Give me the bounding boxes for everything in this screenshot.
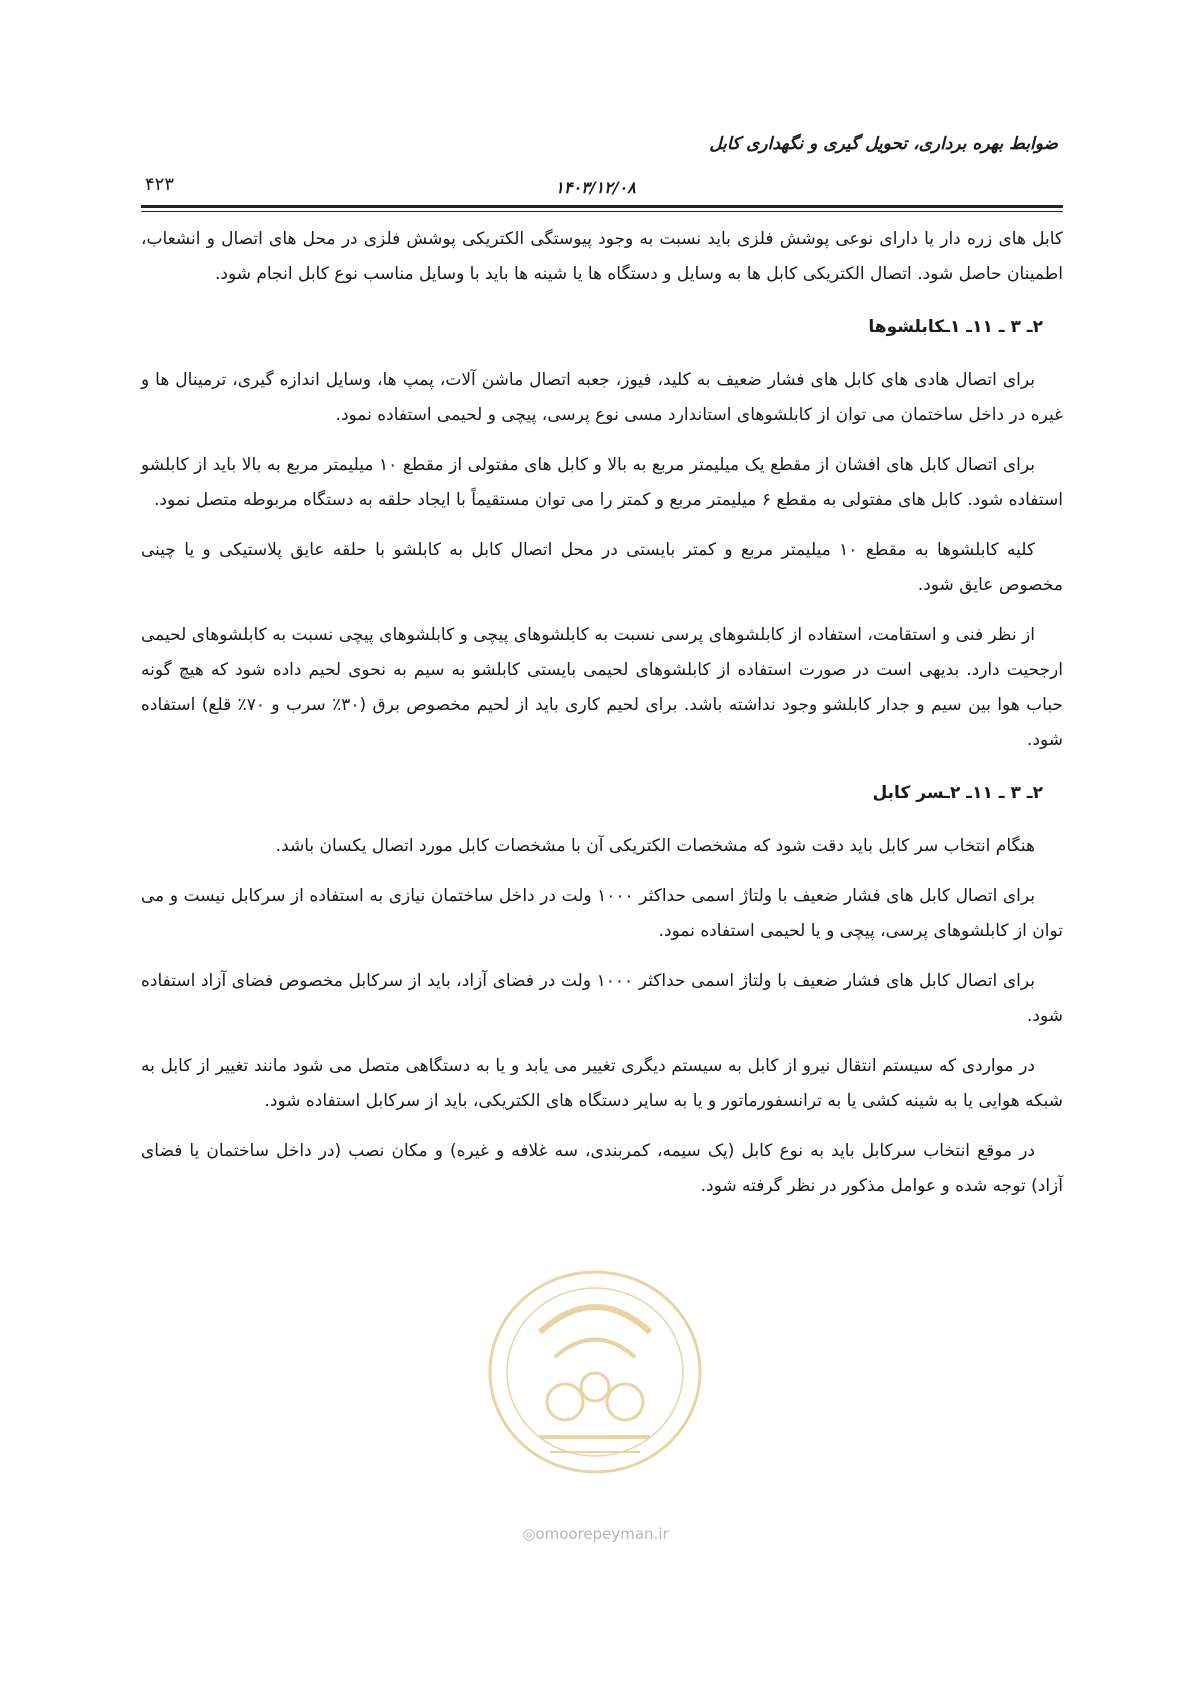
body-paragraph: برای اتصال کابل های افشان از مقطع یک میلیمتر مربع به بالا و کابل های مفتولی از مقطع ۱۰ میلیمتر مربع به بالا باید از کابلشو استفاده شود. کابل های مفتولی به مقطع ۶ میلیمتر مربع و کمتر را می توان مستقیماً با ایجاد حلقه به دستگاه مربوطه متصل نمود.: [141, 455, 1063, 510]
body-paragraph: برای اتصال کابل های فشار ضعیف با ولتاژ اسمی حداکثر ۱۰۰۰ ولت در داخل ساختمان نیازی به استفاده از سرکابل نیست و می توان از کابلشوهای پرسی، پیچی و یا لحیمی استفاده نمود.: [141, 886, 1063, 941]
watermark-circle-icon: ◎: [522, 1525, 536, 1543]
watermark-url: ◎omoorepeyman.ir: [522, 1525, 669, 1543]
header-date: ۱۴۰۳/۱۲/۰۸: [555, 178, 636, 197]
body-paragraph: هنگام انتخاب سر کابل باید دقت شود که مشخصات الکتریکی آن با مشخصات کابل مورد اتصال یکسان باشد.: [275, 836, 1035, 856]
body-paragraph: در مواردی که سیستم انتقال نیرو از کابل به سیستم دیگری تغییر می یابد و یا به دستگاهی متصل می شود مانند تغییر از کابل به شبکه هوایی یا به شینه کشی یا به ترانسفورماتور و یا به سایر دستگاه های الکتریکی، باید از سرکابل استفاده شود.: [141, 1056, 1063, 1111]
header-rule-thin: [141, 211, 1063, 212]
section-heading-cable-lugs: ۲ـ ۳ ـ ۱۱ـ ۱ـکابلشوها: [868, 317, 1043, 337]
body-paragraph: در موقع انتخاب سرکابل باید به نوع کابل (یک سیمه، کمربندی، سه غلافه و غیره) و مکان نصب (در داخل ساختمان یا فضای آزاد) توجه شده و عوامل مذکور در نظر گرفته شود.: [141, 1141, 1063, 1196]
document-body: [141, 222, 1063, 1204]
body-paragraph: برای اتصال هادی های کابل های فشار ضعیف به کلید، فیوز، جعبه اتصال ماشن آلات، پمپ ها، وسایل اندازه گیری، ترمینال ها و غیره در داخل ساختمان می توان از کابلشوهای استاندارد مسی نوع پرسی، پیچی و لحیمی استفاده نمود.: [141, 370, 1063, 425]
page-number: ۴۲۳: [145, 174, 175, 195]
body-paragraph: کلیه کابلشوها به مقطع ۱۰ میلیمتر مربع و کمتر بایستی در محل اتصال کابل به کابلشو با حلقه عایق پلاستیکی و یا چینی مخصوص عایق شود.: [141, 540, 1063, 595]
body-paragraph: برای اتصال کابل های فشار ضعیف با ولتاژ اسمی حداکثر ۱۰۰۰ ولت در فضای آزاد، باید از سرکابل مخصوص فضای آزاد استفاده شود.: [141, 971, 1063, 1026]
watermark-logo-icon: [470, 1262, 720, 1482]
header-rule-thick: [141, 205, 1063, 208]
running-title: ضوابط بهره برداری، تحویل گیری و نگهداری کابل: [709, 134, 1058, 154]
intro-paragraph: کابل های زره دار یا دارای نوعی پوشش فلزی باید نسبت به وجود پیوستگی الکتریکی پوشش فلزی در محل های اتصال و انشعاب، اطمینان حاصل شود. اتصال الکتریکی کابل ها به وسایل و دستگاه ها یا شینه ها باید با وسایل مناسب نوع کابل انجام شود.: [141, 229, 1063, 284]
section-heading-cable-heads: ۲ـ ۳ ـ ۱۱ـ ۲ـسر کابل: [872, 783, 1043, 803]
body-paragraph: از نظر فنی و استقامت، استفاده از کابلشوهای پرسی نسبت به کابلشوهای پیچی و کابلشوهای پیچی نسبت به کابلشوهای لحیمی ارجحیت دارد. بدیهی است در صورت استفاده از کابلشوهای لحیمی بایستی کابلشو به سیم به نحوی لحیم داده شود که هیچ گونه حباب هوا بین سیم و جدار کابلشو وجود نداشته باشد. برای لحیم کاری باید از لحیم مخصوص برق (۳۰٪ سرب و ۷۰٪ قلع) استفاده شود.: [141, 625, 1063, 750]
